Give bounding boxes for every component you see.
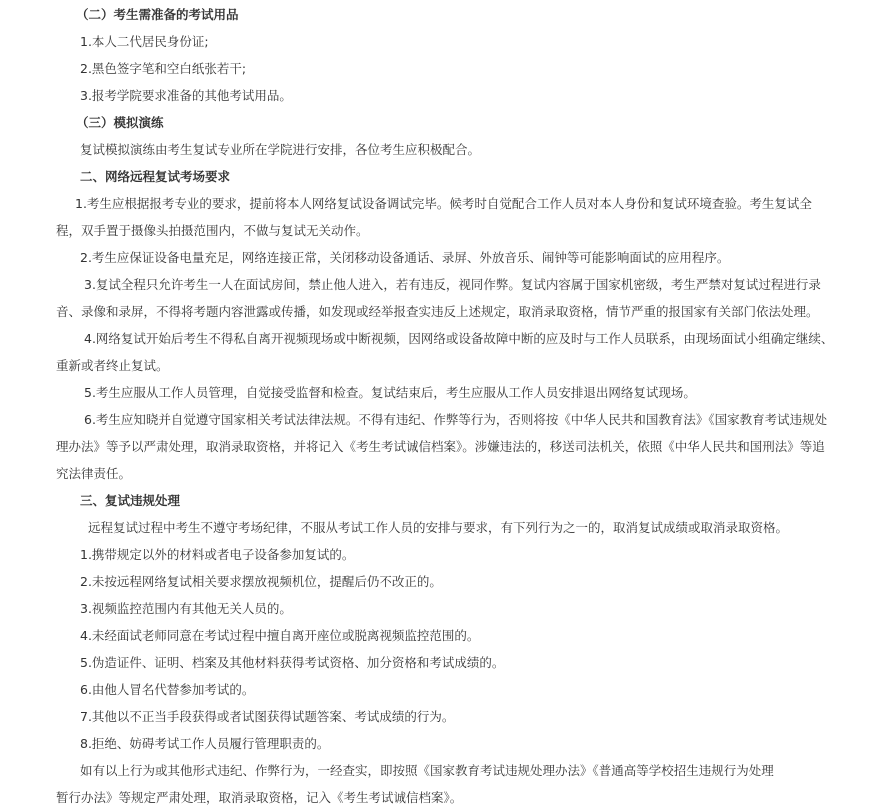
paragraph-line: 理办法》等予以严肃处理，取消录取资格，并将记入《考生考试诚信档案》。涉嫌违法的，移送司法机关，依照《中华人民共和国刑法》等追	[56, 439, 825, 454]
paragraph: 2.考生应保证设备电量充足，网络连接正常，关闭移动设备通话、录屏、外放音乐、闹钟等可能影响面试的应用程序。	[80, 250, 730, 265]
list-item: 6.由他人冒名代替参加考试的。	[80, 682, 255, 697]
paragraph: 复试模拟演练由考生复试专业所在学院进行安排，各位考生应积极配合。	[80, 142, 481, 157]
section-heading-exam-supplies: （二）考生需准备的考试用品	[76, 7, 239, 22]
section-heading-remote-room: 二、网络远程复试考场要求	[80, 169, 231, 184]
list-item: 1.本人二代居民身份证;	[80, 34, 209, 49]
paragraph-line: 6.考生应知晓并自觉遵守国家相关考试法律法规。不得有违纪、作弊等行为，否则将按《中华人民共和国教育法》《国家教育考试违规处	[84, 412, 828, 427]
paragraph-line: 程，双手置于摄像头拍摄范围内，不做与复试无关动作。	[56, 223, 369, 238]
paragraph-line: 3.复试全程只允许考生一人在面试房间，禁止他人进入，若有违反，视同作弊。复试内容属于国家机密级，考生严禁对复试过程进行录	[84, 277, 821, 292]
list-item: 3.视频监控范围内有其他无关人员的。	[80, 601, 292, 616]
paragraph-line: 重新或者终止复试。	[56, 358, 169, 373]
paragraph: 5.考生应服从工作人员管理，自觉接受监督和检查。复试结束后，考生应服从工作人员安排退出网络复试现场。	[84, 385, 696, 400]
list-item: 5.伪造证件、证明、档案及其他材料获得考试资格、加分资格和考试成绩的。	[80, 655, 505, 670]
paragraph-line: 4.网络复试开始后考生不得私自离开视频现场或中断视频，因网络或设备故障中断的应及时与工作人员联系，由现场面试小组确定继续、	[84, 331, 834, 346]
paragraph-line: 暂行办法》等规定严肃处理，取消录取资格，记入《考生考试诚信档案》。	[56, 790, 463, 805]
list-item: 4.未经面试老师同意在考试过程中擅自离开座位或脱离视频监控范围的。	[80, 628, 480, 643]
list-item: 1.携带规定以外的材料或者电子设备参加复试的。	[80, 547, 355, 562]
paragraph-line: 究法律责任。	[56, 466, 132, 481]
paragraph-line: 如有以上行为或其他形式违纪、作弊行为，一经查实，即按照《国家教育考试违规处理办法》《普通高等学校招生违规行为处理	[80, 763, 774, 778]
list-item: 3.报考学院要求准备的其他考试用品。	[80, 88, 292, 103]
paragraph-line: 音、录像和录屏，不得将考题内容泄露或传播，如发现或经举报查实违反上述规定，取消录取资格，情节严重的报国家有关部门依法处理。	[56, 304, 819, 319]
list-item: 8.拒绝、妨碍考试工作人员履行管理职责的。	[80, 736, 330, 751]
list-item: 7.其他以不正当手段获得或者试图获得试题答案、考试成绩的行为。	[80, 709, 455, 724]
list-item: 2.黑色签字笔和空白纸张若干;	[80, 61, 247, 76]
section-heading-mock-drill: （三）模拟演练	[76, 115, 164, 130]
paragraph: 远程复试过程中考生不遵守考场纪律，不服从考试工作人员的安排与要求，有下列行为之一的，取消复试成绩或取消录取资格。	[88, 520, 789, 535]
list-item: 2.未按远程网络复试相关要求摆放视频机位，提醒后仍不改正的。	[80, 574, 442, 589]
section-heading-violations: 三、复试违规处理	[80, 493, 181, 508]
paragraph-line: 1.考生应根据报考专业的要求，提前将本人网络复试设备调试完毕。候考时自觉配合工作人员对本人身份和复试环境查验。考生复试全	[75, 196, 812, 211]
